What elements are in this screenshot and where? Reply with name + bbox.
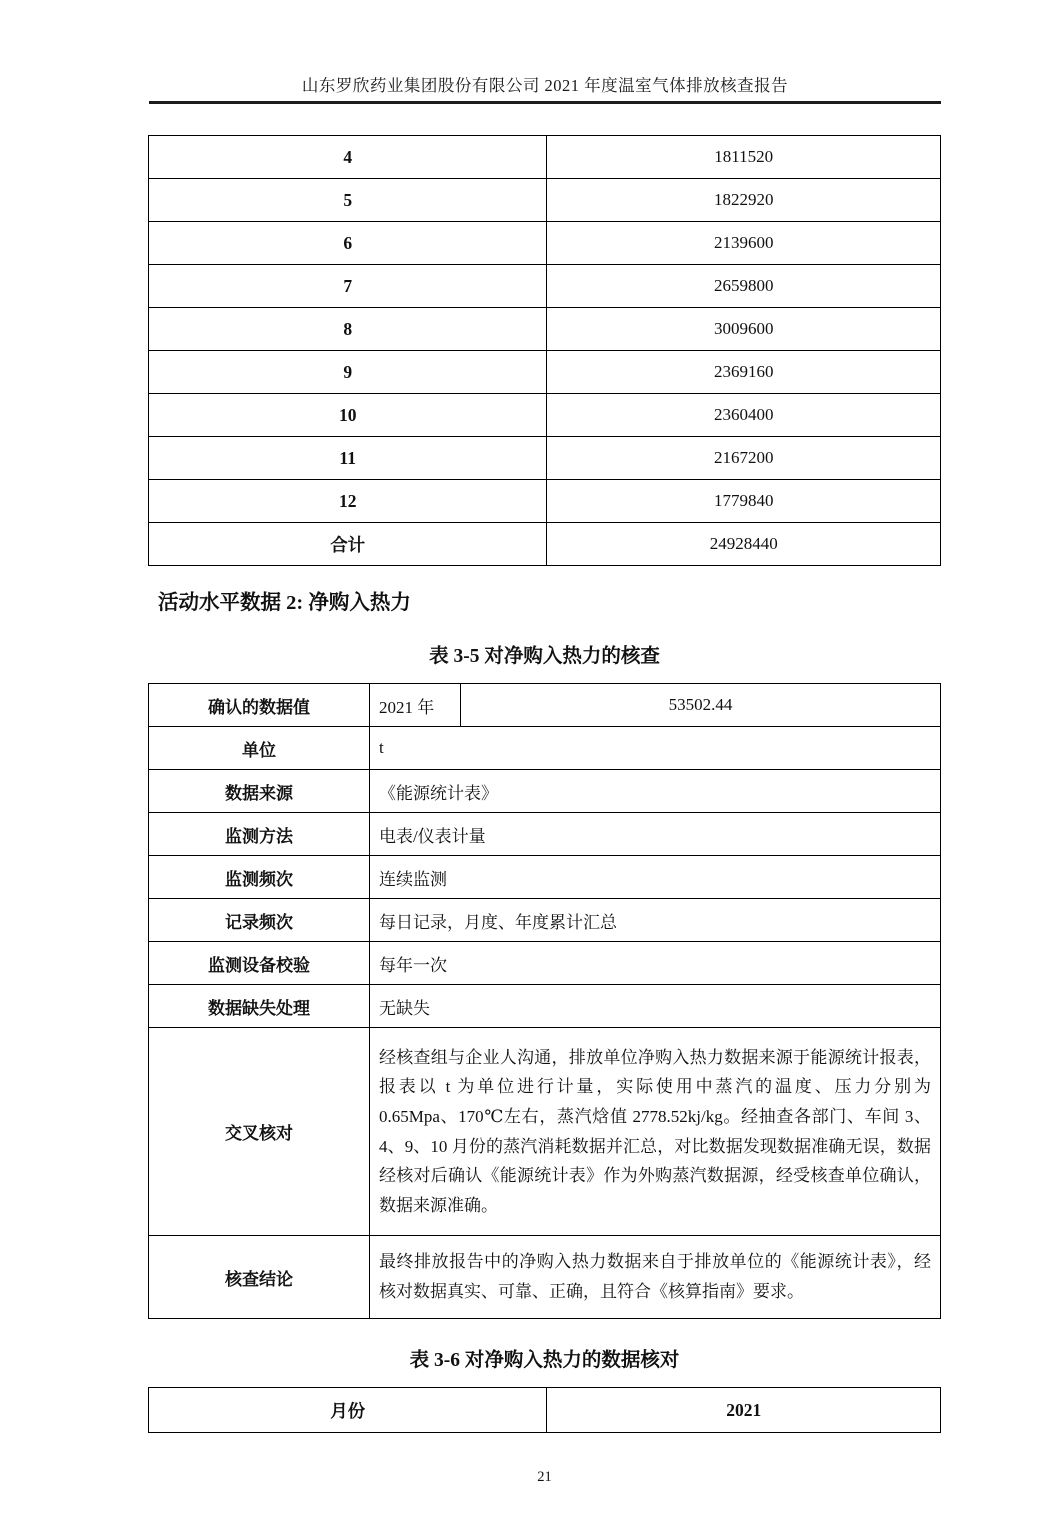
table-row <box>149 394 941 437</box>
table-3-6-caption: 表 3-6 对净购入热力的数据核对 <box>409 1350 680 1371</box>
value-cell: 2659800 <box>547 265 941 308</box>
table-row <box>149 813 941 856</box>
heat-verification-table <box>148 683 941 1319</box>
total-label-cell: 合计 <box>149 523 547 566</box>
table-row <box>149 222 941 265</box>
row-value-cell: t <box>369 727 940 770</box>
row-value-cell: 《能源统计表》 <box>369 770 940 813</box>
conclusion-text-cell: 最终排放报告中的净购入热力数据来自于排放单位的《能源统计表》，经核对数据真实、可靠、正确，且符合《核算指南》要求。 <box>369 1236 940 1319</box>
table-row <box>149 265 941 308</box>
page-header <box>149 0 941 104</box>
table-row <box>149 985 941 1028</box>
row-label-cell: 单位 <box>149 727 370 770</box>
row-label-cell: 监测设备校验 <box>149 942 370 985</box>
confirmed-value-cell: 53502.44 <box>461 684 941 727</box>
month-cell: 11 <box>149 437 547 480</box>
month-cell: 12 <box>149 480 547 523</box>
table-row <box>149 308 941 351</box>
row-label-cell: 确认的数据值 <box>149 684 370 727</box>
row-value-cell: 无缺失 <box>369 985 940 1028</box>
year-header-cell: 2021 <box>547 1388 941 1433</box>
table-row <box>149 351 941 394</box>
month-cell: 8 <box>149 308 547 351</box>
table-row-total <box>149 523 941 566</box>
table-row <box>149 136 941 179</box>
row-label-cell: 核查结论 <box>149 1236 370 1319</box>
table-row <box>149 727 941 770</box>
conclusion-row <box>149 1236 941 1319</box>
row-value-cell: 每日记录，月度、年度累计汇总 <box>369 899 940 942</box>
table-header-row <box>149 1388 941 1433</box>
table-row <box>149 437 941 480</box>
row-label-cell: 数据缺失处理 <box>149 985 370 1028</box>
value-cell: 2369160 <box>547 351 941 394</box>
row-label-cell: 监测方法 <box>149 813 370 856</box>
table-row <box>149 179 941 222</box>
value-cell: 2139600 <box>547 222 941 265</box>
month-cell: 4 <box>149 136 547 179</box>
value-cell: 2167200 <box>547 437 941 480</box>
value-cell: 1811520 <box>547 136 941 179</box>
month-cell: 10 <box>149 394 547 437</box>
row-label-cell: 交叉核对 <box>149 1028 370 1236</box>
table-row <box>149 684 941 727</box>
cross-check-row <box>149 1028 941 1236</box>
value-cell: 2360400 <box>547 394 941 437</box>
page-content <box>148 135 941 1486</box>
row-label-cell: 监测频次 <box>149 856 370 899</box>
heat-data-check-table <box>148 1387 941 1433</box>
row-value-cell: 连续监测 <box>369 856 940 899</box>
month-cell: 9 <box>149 351 547 394</box>
page-number: 21 <box>537 1469 552 1485</box>
row-label-cell: 记录频次 <box>149 899 370 942</box>
month-cell: 7 <box>149 265 547 308</box>
row-label-cell: 数据来源 <box>149 770 370 813</box>
value-cell: 3009600 <box>547 308 941 351</box>
table-3-5-caption: 表 3-5 对净购入热力的核查 <box>429 646 660 667</box>
table-row <box>149 480 941 523</box>
header-divider <box>149 101 941 104</box>
report-title: 山东罗欣药业集团股份有限公司 2021 年度温室气体排放核查报告 <box>301 76 789 95</box>
year-cell: 2021 年 <box>369 684 460 727</box>
table-row <box>149 899 941 942</box>
month-cell: 5 <box>149 179 547 222</box>
month-header-cell: 月份 <box>149 1388 547 1433</box>
value-cell: 1822920 <box>547 179 941 222</box>
value-cell: 1779840 <box>547 480 941 523</box>
month-cell: 6 <box>149 222 547 265</box>
table-row <box>149 770 941 813</box>
row-value-cell: 电表/仪表计量 <box>369 813 940 856</box>
table-row <box>149 942 941 985</box>
monthly-values-table <box>148 135 941 566</box>
row-value-cell: 每年一次 <box>369 942 940 985</box>
table-row <box>149 856 941 899</box>
section-heading: 活动水平数据 2: 净购入热力 <box>158 592 411 614</box>
total-value-cell: 24928440 <box>547 523 941 566</box>
cross-check-text-cell: 经核查组与企业人沟通，排放单位净购入热力数据来源于能源统计报表，报表以 t 为单位进行计量，实际使用中蒸汽的温度、压力分别为 0.65Mpa、170℃左右，蒸汽焓值 2778.52kj/kg。经抽查各部门、车间 3、4、9、10 月份的蒸汽消耗数据并汇总，对比数据发现数据准确无误，数据经核对后确认《能源统计表》作为外购蒸汽数据源，经受核查单位确认，数据来源准确。 <box>369 1028 940 1236</box>
